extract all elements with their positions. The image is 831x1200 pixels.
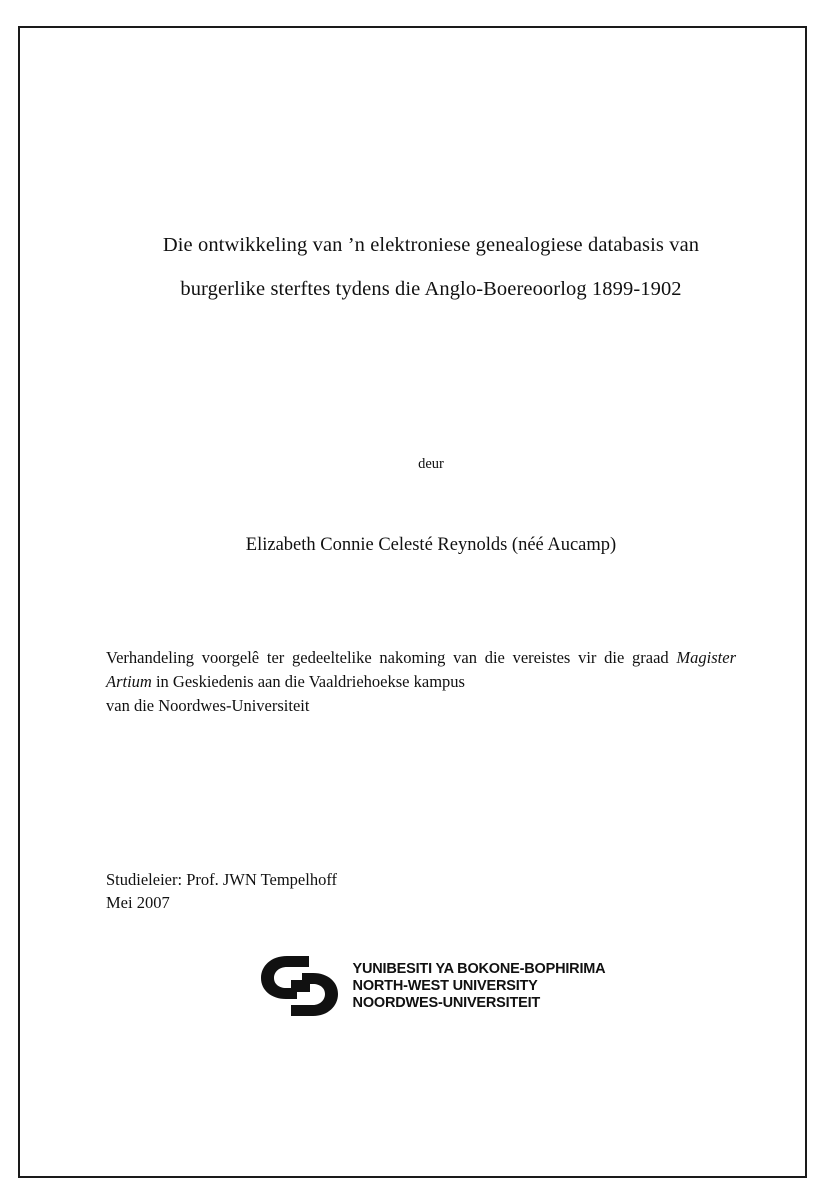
page-border (18, 26, 807, 1178)
university-logo (106, 950, 756, 1022)
logo-text-line-1: YUNIBESITI YA BOKONE-BOPHIRIMA (352, 960, 606, 977)
degree-statement-part2: in Geskiedenis aan die Vaaldriehoekse kampus (151, 672, 465, 691)
degree-statement-part1: Verhandeling voorgelê ter gedeeltelike nakoming van die vereistes vir die graad (106, 648, 677, 667)
university-logo-text (353, 961, 606, 1012)
supervisor-line: Studieleier: Prof. JWN Tempelhoff (106, 870, 338, 889)
logo-text-line-2: NORTH-WEST UNIVERSITY (352, 977, 538, 994)
title-page-content (106, 88, 756, 1128)
nwu-logo-mark-icon (257, 950, 343, 1022)
degree-name-italic: Magister Artium (106, 648, 736, 691)
degree-statement-part3: van die Noordwes-Universiteit (106, 696, 310, 715)
logo-text-line-3: NOORDWES-UNIVERSITEIT (352, 994, 541, 1011)
page-title-line-2: burgerlike sterftes tydens die Anglo-Boereoorlog 1899-1902 (180, 278, 682, 300)
degree-statement (106, 646, 736, 718)
author-name: Elizabeth Connie Celesté Reynolds (néé Aucamp) (245, 535, 617, 555)
date-line: Mei 2007 (106, 893, 170, 912)
supervisor-block (106, 868, 756, 914)
degree-statement-paragraph (106, 646, 736, 694)
page-title (106, 223, 756, 311)
by-word: deur (418, 456, 444, 472)
page-title-line-1: Die ontwikkeling van ’n elektroniese genealogiese databasis van (162, 234, 700, 256)
